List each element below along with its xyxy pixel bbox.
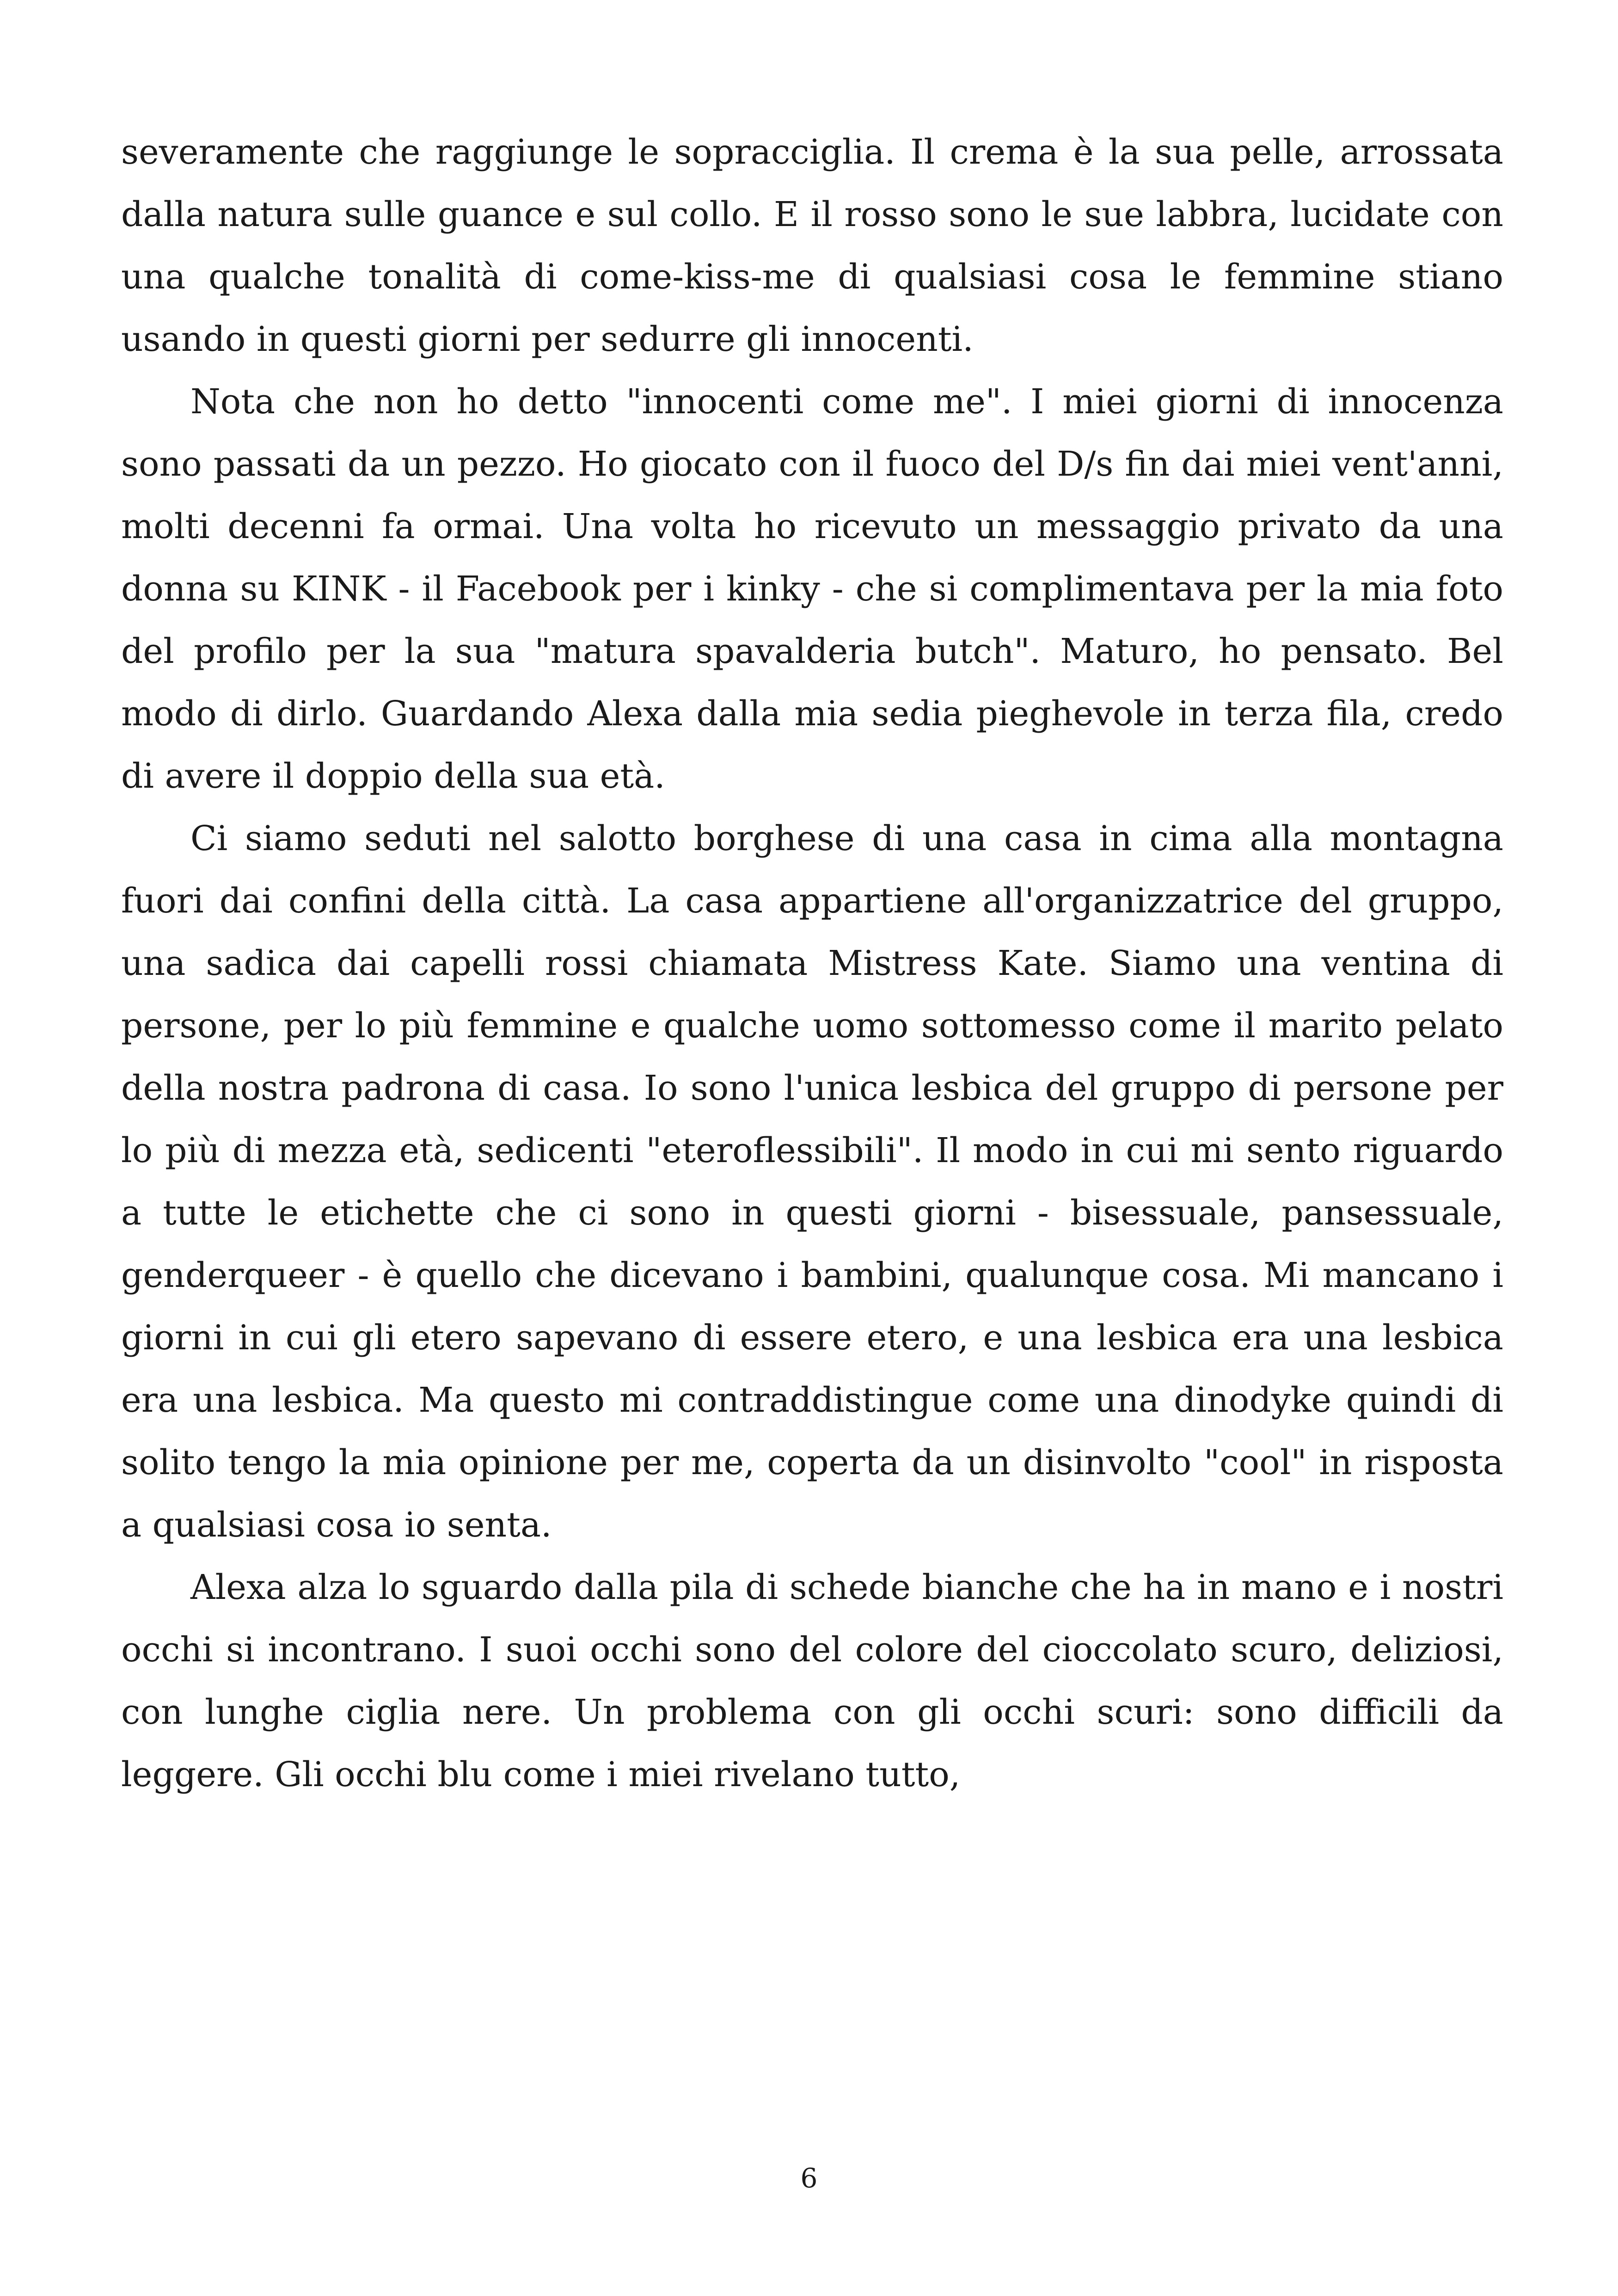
page-number: 6 [800, 2162, 818, 2194]
paragraph-1: severamente che raggiunge le sopracciglia. Il crema è la sua pelle, arrossata dalla natura sulle guance e sul collo. E il rosso sono le sue labbra, lucidate con una qualche tonalità di come-kiss-me di qualsiasi cosa le femmine stiano usando in questi giorni per sedurre gli innocenti. [121, 132, 1503, 359]
paragraph-3: Ci siamo seduti nel salotto borghese di una casa in cima alla montagna fuori dai confini della città. La casa appartiene all'organizzatrice del gruppo, una sadica dai capelli rossi chiamata Mistress Kate. Siamo una ventina di persone, per lo più femmine e qualche uomo sottomesso come il marito pelato della nostra padrona di casa. Io sono l'unica lesbica del gruppo di persone per lo più di mezza età, sedicenti "eteroflessibili". Il modo in cui mi sento riguardo a tutte le etichette che ci sono in questi giorni - bisessuale, pansessuale, genderqueer - è quello che dicevano i bambini, qualunque cosa. Mi mancano i giorni in cui gli etero sapevano di essere etero, e una lesbica era una lesbica era una lesbica. Ma questo mi contraddistingue come una dinodyke quindi di solito tengo la mia opinione per me, coperta da un disinvolto "cool" in risposta a qualsiasi cosa io senta. [121, 819, 1503, 1545]
paragraph-2: Nota che non ho detto "innocenti come me". I miei giorni di innocenza sono passati da un pezzo. Ho giocato con il fuoco del D/s fin dai miei vent'anni, molti decenni fa ormai. Una volta ho ricevuto un messaggio privato da una donna su KINK - il Facebook per i kinky - che si complimentava per la mia foto del profilo per la sua "matura spavalderia butch". Maturo, ho pensato. Bel modo di dirlo. Guardando Alexa dalla mia sedia pieghevole in terza fila, credo di avere il doppio della sua età. [121, 382, 1503, 796]
paragraph-4: Alexa alza lo sguardo dalla pila di schede bianche che ha in mano e i nostri occhi si incontrano. I suoi occhi sono del colore del cioccolato scuro, deliziosi, con lunghe ciglia nere. Un problema con gli occhi scuri: sono difficili da leggere. Gli occhi blu come i miei rivelano tutto, [121, 1567, 1503, 1794]
page-body [121, 121, 1503, 1806]
